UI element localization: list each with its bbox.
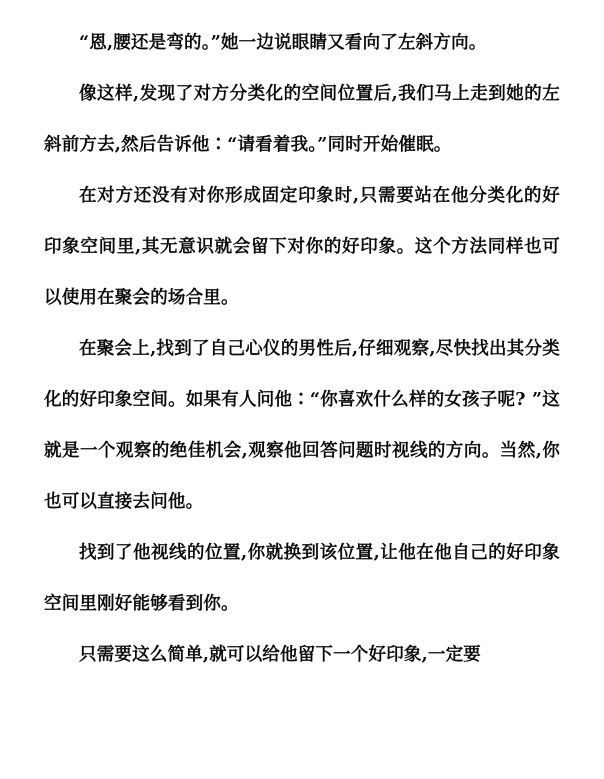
paragraph: 只需要这么简单,就可以给他留下一个好印象,一定要: [79, 645, 481, 665]
paragraph: “恩,腰还是弯的。”她一边说眼睛又看向了左斜方向。: [79, 33, 487, 53]
paragraph: 在聚会上,找到了自己心仪的男性后,仔细观察,尽快找出其分类化的好印象空间。如果有人问他∶“你喜欢什么样的女孩子呢? ”这就是一个观察的绝佳机会,观察他回答问题时视线的方向。当然,你也可以直接去问他。: [44, 339, 560, 512]
paragraph: 像这样,发现了对方分类化的空间位置后,我们马上走到她的左斜前方去,然后告诉他∶“请看着我。”同时开始催眠。: [44, 84, 560, 155]
paragraph: 找到了他视线的位置,你就换到该位置,让他在他自己的好印象空间里刚好能够看到你。: [44, 543, 560, 614]
page-body: [44, 18, 560, 681]
paragraph: 在对方还没有对你形成固定印象时,只需要站在他分类化的好印象空间里,其无意识就会留下对你的好印象。这个方法同样也可以使用在聚会的场合里。: [44, 186, 560, 308]
